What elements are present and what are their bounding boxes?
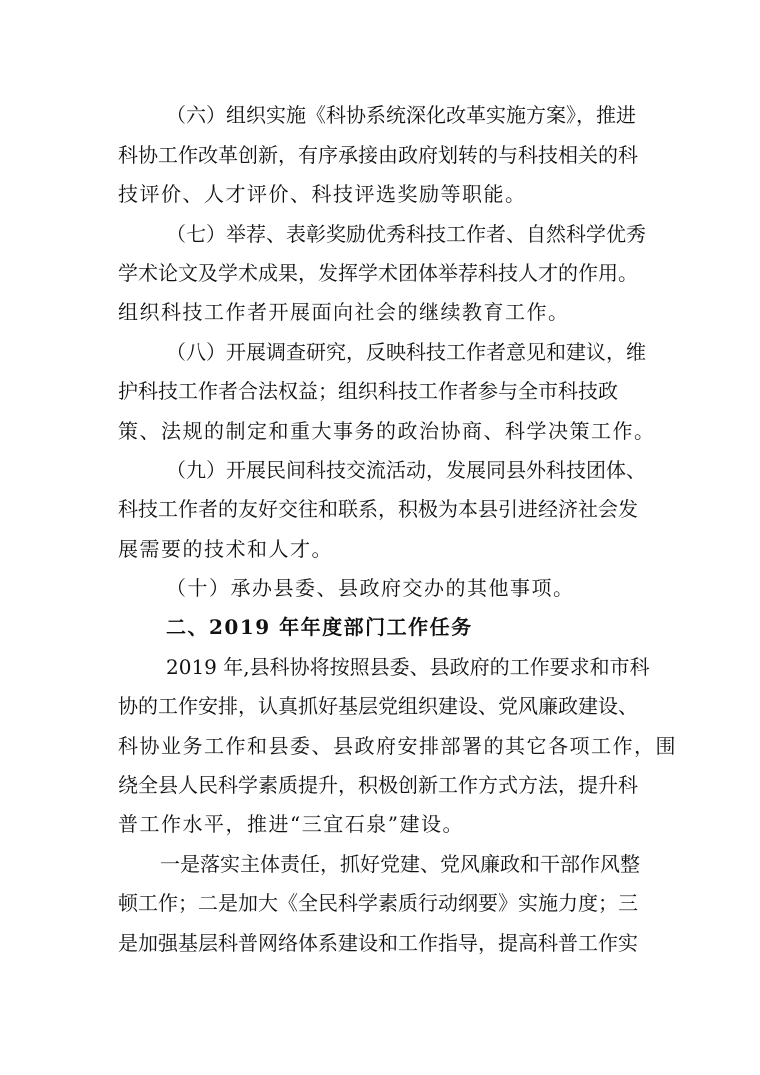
item-6-line-2: 科协工作改革创新，有序承接由政府划转的与科技相关的科: [118, 143, 638, 167]
item-7-line-3: 组织科技工作者开展面向社会的继续教育工作。: [118, 300, 570, 324]
paragraph-tasks-line-3: 是加强基层科普网络体系建设和工作指导，提高科普工作实: [118, 931, 638, 955]
paragraph-tasks-line-1: 一是落实主体责任，抓好党建、党风廉政和干部作风整: [160, 852, 640, 876]
item-6-line-1: （六）组织实施《科协系统深化改革实施方案》，推进: [166, 103, 636, 127]
paragraph-2019-line-5: 普工作水平，推进“三宜石泉”建设。: [118, 812, 464, 836]
item-8-line-2: 护科技工作者合法权益；组织科技工作者参与全市科技政: [118, 379, 618, 403]
item-9-line-2: 科技工作者的友好交往和联系，积极为本县引进经济社会发: [118, 497, 638, 521]
item-7-line-1: （七）举荐、表彰奖励优秀科技工作者、自然科学优秀: [166, 222, 646, 246]
item-7-line-2: 学术论文及学术成果，发挥学术团体举荐科技人才的作用。: [118, 261, 638, 285]
paragraph-2019-line-2: 协的工作安排，认真抓好基层党组织建设、党风廉政建设、: [118, 694, 638, 718]
item-9-line-3: 展需要的技术和人才。: [118, 537, 333, 561]
item-8-line-3: 策、法规的制定和重大事务的政治协商、科学决策工作。: [118, 419, 656, 443]
item-6-line-3: 技评价、人才评价、科技评选奖励等职能。: [118, 182, 527, 206]
section-heading: 二、2019 年年度部门工作任务: [166, 615, 473, 639]
paragraph-2019-line-4: 绕全县人民科学素质提升，积极创新工作方式方法，提升科: [118, 773, 638, 797]
item-9-line-1: （九）开展民间科技交流活动，发展同县外科技团体、: [166, 458, 646, 482]
paragraph-tasks-line-2: 顿工作；二是加大《全民科学素质行动纲要》实施力度；三: [118, 891, 638, 915]
item-8-line-1: （八）开展调查研究，反映科技工作者意见和建议，维: [166, 340, 646, 364]
item-10-line-1: （十）承办县委、县政府交办的其他事项。: [166, 576, 575, 600]
paragraph-2019-line-3: 科协业务工作和县委、县政府安排部署的其它各项工作，围: [118, 734, 677, 758]
paragraph-2019-line-1: 2019 年,县科协将按照县委、县政府的工作要求和市科: [166, 655, 650, 679]
